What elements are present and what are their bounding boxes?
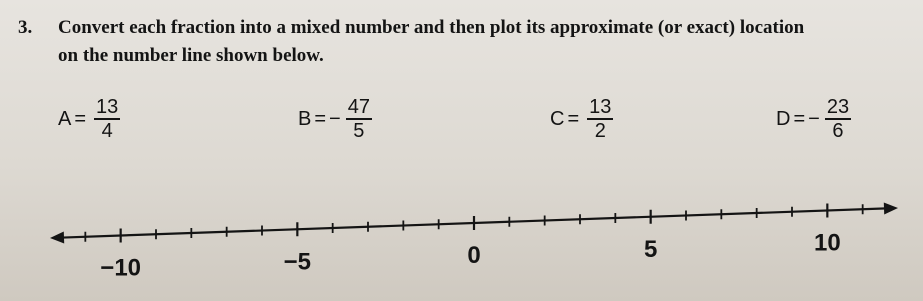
fraction-d-sign: −	[808, 107, 820, 130]
right-arrow-icon	[884, 202, 898, 214]
fraction-b-value	[346, 96, 372, 142]
fraction-d-value	[825, 96, 851, 142]
fraction-b	[298, 96, 372, 142]
fraction-d-equals: =	[793, 107, 806, 130]
number-line-labels	[100, 230, 840, 282]
fraction-c-denominator: 2	[594, 120, 606, 142]
tick-label: −5	[283, 248, 312, 276]
fraction-d-numerator: 23	[826, 96, 850, 118]
tick-label: 5	[643, 235, 658, 263]
fraction-c-letter: C	[550, 107, 565, 130]
tick-label: 10	[813, 229, 841, 257]
left-arrow-icon	[50, 232, 64, 244]
question-text-line2: on the number line shown below.	[58, 45, 324, 66]
fraction-c-numerator: 13	[589, 96, 612, 118]
number-line-ticks	[85, 204, 862, 243]
fraction-a	[58, 96, 120, 142]
fraction-b-denominator: 5	[353, 120, 365, 142]
fraction-d-denominator: 6	[832, 120, 844, 142]
number-line[interactable]	[0, 195, 923, 301]
question-text-line1: Convert each fraction into a mixed number and then plot its approximate (or exact) location	[58, 17, 805, 38]
fraction-d	[776, 96, 851, 142]
fraction-a-letter: A	[58, 107, 72, 130]
fraction-c-value	[587, 96, 613, 142]
fraction-d-letter: D	[776, 107, 791, 130]
fraction-b-numerator: 47	[347, 96, 370, 118]
fraction-a-equals: =	[74, 107, 87, 130]
question-prompt	[18, 14, 908, 70]
fraction-a-numerator: 13	[96, 96, 119, 118]
fraction-c-equals: =	[567, 107, 580, 130]
tick-label: −10	[100, 254, 142, 282]
question-number: 3.	[18, 17, 33, 38]
fraction-a-value	[94, 96, 120, 142]
fraction-c	[550, 96, 613, 142]
fraction-b-sign: −	[329, 107, 341, 130]
fraction-a-denominator: 4	[101, 120, 113, 142]
fraction-b-equals: =	[314, 107, 327, 130]
tick-label: 0	[467, 242, 481, 269]
fraction-b-letter: B	[298, 107, 312, 130]
